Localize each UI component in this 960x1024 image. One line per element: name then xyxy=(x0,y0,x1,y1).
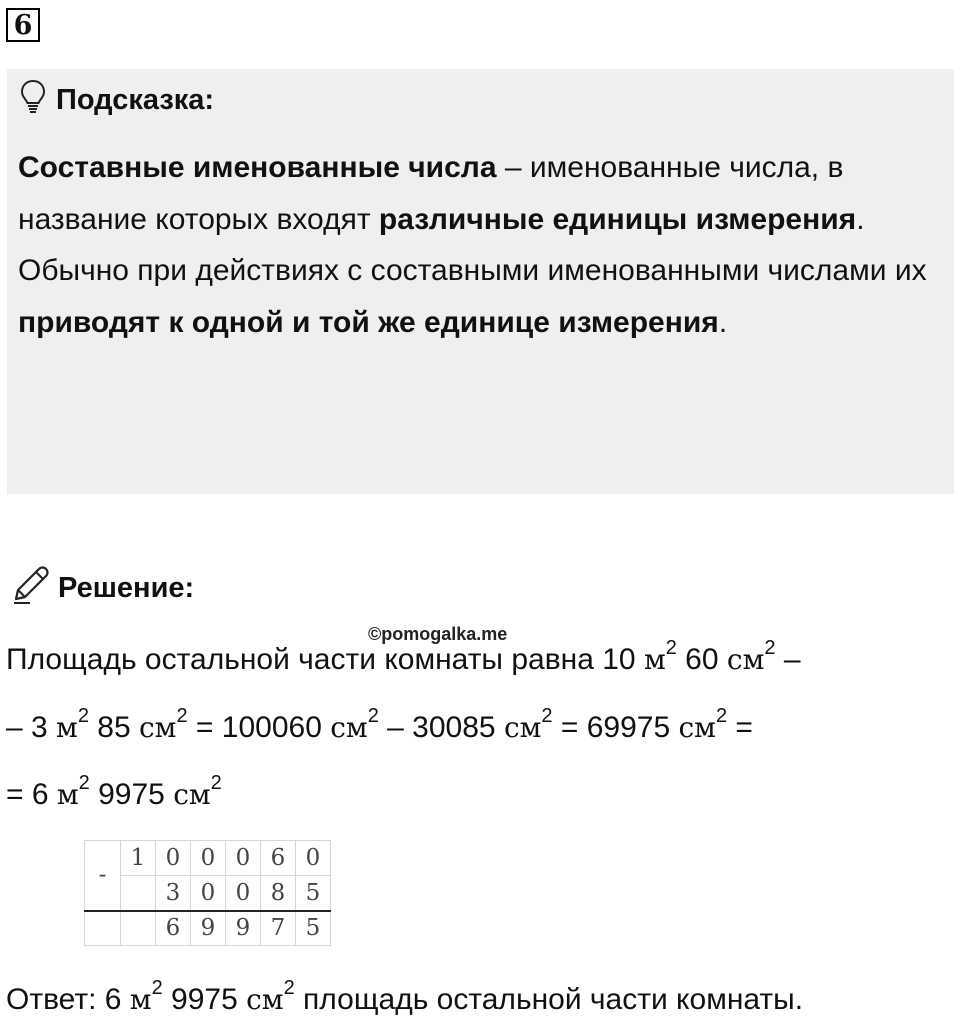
digit: 5 xyxy=(296,911,331,946)
pencil-icon xyxy=(10,563,50,613)
digit: 0 xyxy=(296,841,331,876)
hint-term: Составные именованные числа xyxy=(18,151,497,184)
solution-line-3: = 6 $м^2$ 9975 $см^2$ xyxy=(6,772,222,811)
column-subtraction xyxy=(84,840,331,946)
digit: 7 xyxy=(261,911,296,946)
hint-heading xyxy=(20,80,214,120)
digit xyxy=(121,876,156,911)
digit: 0 xyxy=(191,841,226,876)
result-row xyxy=(85,911,331,946)
digit: 3 xyxy=(156,876,191,911)
minuend-row xyxy=(85,841,331,876)
minus-sign: - xyxy=(85,841,121,911)
digit xyxy=(121,911,156,946)
hint-text-span: Обычно при действиях с составными именованными числами их xyxy=(18,254,927,287)
digit: 9 xyxy=(191,911,226,946)
digit: 0 xyxy=(156,841,191,876)
digit: 0 xyxy=(226,876,261,911)
task-number: 6 xyxy=(6,8,40,42)
hint-text xyxy=(18,142,938,348)
digit: 0 xyxy=(191,876,226,911)
solution-title: Решение: xyxy=(58,571,195,604)
hint-emphasis: приводят к одной и той же единице измерения xyxy=(18,305,719,339)
hint-text-span: – именованные числа, в название которых входят xyxy=(18,151,844,236)
solution-line-1: Площадь остальной части комнаты равна 10 $м^2$ 60 $см^2$ – xyxy=(6,637,801,676)
answer-line: Ответ: 6 $м^2$ 9975 $см^2$ площадь остальной части комнаты. xyxy=(6,977,804,1016)
digit: 6 xyxy=(156,911,191,946)
watermark: ©pomogalka.me xyxy=(368,624,508,644)
digit: 6 xyxy=(261,841,296,876)
subtrahend-row xyxy=(85,876,331,911)
digit: 1 xyxy=(121,841,156,876)
solution-heading xyxy=(10,566,194,610)
digit: 8 xyxy=(261,876,296,911)
digit: 9 xyxy=(226,911,261,946)
hint-paragraph-1 xyxy=(18,142,938,245)
digit: 5 xyxy=(296,876,331,911)
hint-emphasis: различные единицы измерения xyxy=(378,202,857,236)
hint-text-span: . xyxy=(856,202,865,236)
hint-title: Подсказка: xyxy=(56,83,215,116)
lightbulb-icon xyxy=(20,79,46,121)
digit: 0 xyxy=(226,841,261,876)
hint-paragraph-2 xyxy=(18,245,938,348)
hint-text-span: . xyxy=(718,305,728,339)
empty-cell xyxy=(85,911,121,946)
solution-line-2: – 3 $м^2$ 85 $см^2 = 100060$ $см^2 - 30085$ $см^2 = 69975$ $см^2$ = xyxy=(6,705,753,744)
